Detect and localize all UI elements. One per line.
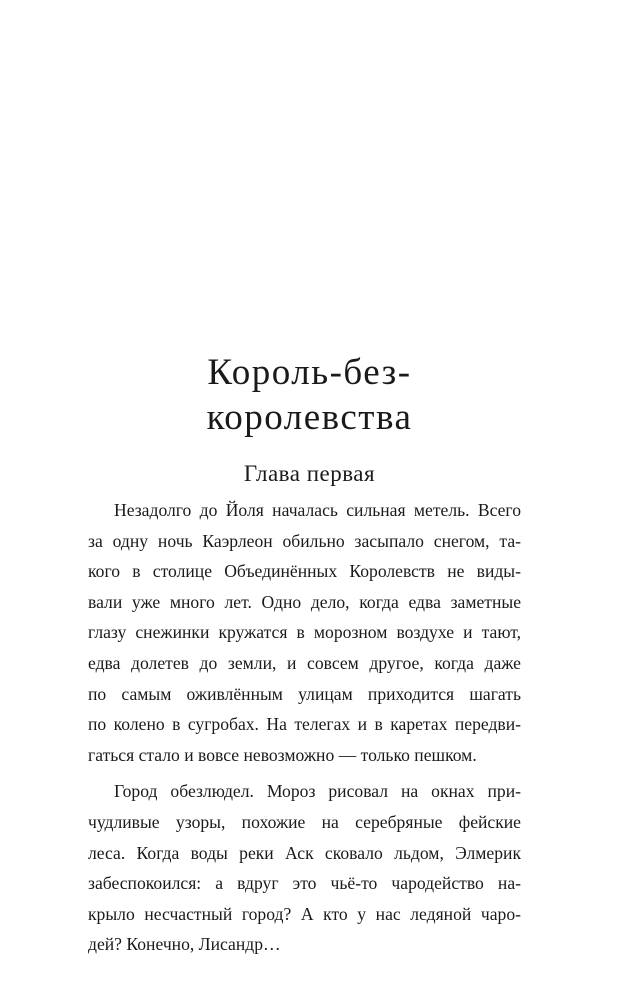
text-line: кого в столице Объединённых Королевств не виды-: [88, 561, 521, 582]
text-line: вали уже много лет. Одно дело, когда едва заметные: [88, 591, 521, 612]
chapter-title-line: королевства: [206, 397, 413, 438]
text-line: Незадолго до Йоля началась сильная метель. Всего: [114, 500, 521, 520]
text-line: чудливые узоры, похожие на серебряные фейские: [88, 811, 521, 832]
paragraph: [88, 495, 521, 770]
text-line: леса. Когда воды реки Аск сковало льдом, Элмерик: [88, 842, 521, 863]
text-line: едва долетев до земли, и совсем другое, когда даже: [88, 652, 521, 673]
chapter-subtitle: Глава первая: [243, 461, 376, 486]
chapter-title: [0, 350, 619, 440]
text-line: за одну ночь Каэрлеон обильно засыпало снегом, та-: [88, 530, 521, 551]
text-line: глазу снежинки кружатся в морозном воздухе и тают,: [88, 622, 521, 643]
paragraph: [88, 776, 521, 960]
text-line: гаться стало и вовсе невозможно — только пешком.: [88, 744, 477, 765]
chapter-title-line: Король-без-: [207, 352, 412, 393]
text-line: дей? Конечно, Лисандр…: [88, 934, 281, 955]
text-line: по колено в сугробах. На телегах и в каретах передви-: [88, 714, 521, 735]
body-text: [88, 495, 521, 966]
text-line: по самым оживлённым улицам приходится шагать: [88, 683, 521, 704]
text-line: крыло несчастный город? А кто у нас ледяной чаро-: [88, 903, 521, 924]
text-line: Город обезлюдел. Мороз рисовал на окнах при-: [114, 781, 521, 802]
text-line: забеспокоился: а вдруг это чьё-то чародейство на-: [88, 873, 521, 894]
